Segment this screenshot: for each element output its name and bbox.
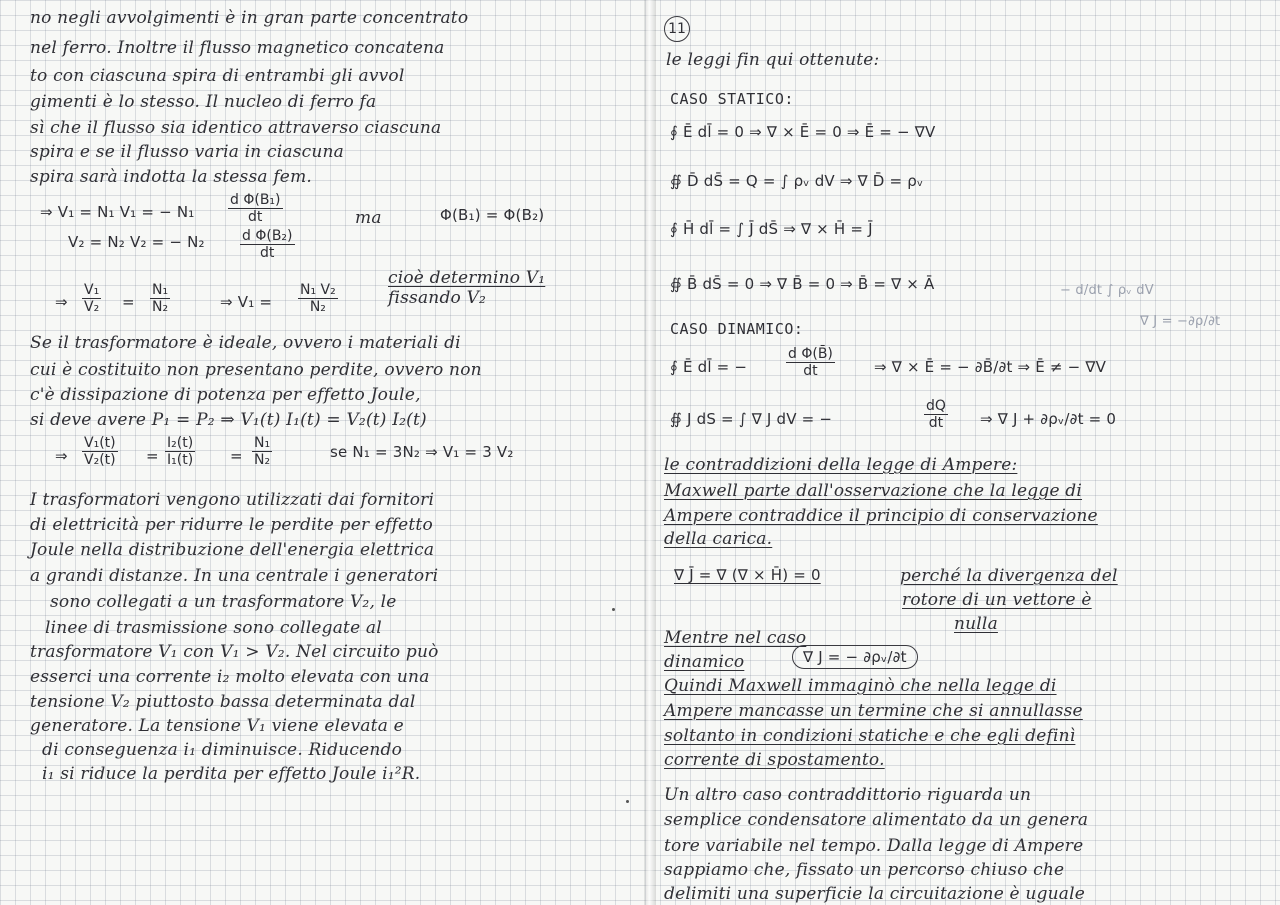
fraction-denominator: dt <box>803 363 818 379</box>
fraction-denominator: I₁(t) <box>167 452 194 468</box>
fraction-denominator: N₂ <box>254 452 271 468</box>
fraction <box>786 346 835 379</box>
fraction-numerator: N₁ <box>254 435 271 451</box>
text-line: esserci una corrente i₂ molto elevata con una <box>30 667 430 687</box>
fraction-denominator: dt <box>928 415 944 431</box>
text-line: delimiti una superficie la circuitazione è uguale <box>664 884 1086 904</box>
fraction-denominator: V₂(t) <box>84 452 116 468</box>
fraction-denominator: V₂ <box>84 299 100 315</box>
text-line: semplice condensatore alimentato da un genera <box>664 810 1089 830</box>
maxwell-static-eq: ∮ Ē dl̄ = 0 ⇒ ∇ × Ē = 0 ⇒ Ē = − ∇V <box>670 123 936 141</box>
static-case-label: CASO STATICO: <box>670 90 794 108</box>
continuity-eq-lhs: ∯ J dS = ∫ ∇ J dV = − <box>670 410 833 428</box>
text-line: generatore. La tensione V₁ viene elevata e <box>30 716 404 736</box>
fraction <box>165 435 195 468</box>
fraction-numerator: dQ <box>926 398 946 414</box>
fraction <box>240 228 295 261</box>
fraction-denominator: N₂ <box>309 299 326 315</box>
text-line: a grandi distanze. In una centrale i generatori <box>30 566 439 586</box>
text-line: della carica. <box>664 529 773 549</box>
fraction-numerator: V₁(t) <box>84 435 116 451</box>
text-line: corrente di spostamento. <box>664 750 885 770</box>
text-line: trasformatore V₁ con V₁ > V₂. Nel circuito può <box>30 642 439 662</box>
dynamic-case-label: CASO DINAMICO: <box>670 320 804 338</box>
right-page <box>654 0 1280 905</box>
text-line: sappiamo che, fissato un percorso chiuso che <box>664 860 1065 880</box>
section-heading: le leggi fin qui ottenute: <box>666 50 880 70</box>
text-line: i₁ si riduce la perdita per effetto Joule i₁²R. <box>42 764 421 784</box>
text-line: Quindi Maxwell immaginò che nella legge di <box>664 676 1057 696</box>
text-line: cui è costituito non presentano perdite, ovvero non <box>30 360 482 380</box>
maxwell-static-eq: ∯ B̄ dS̄ = 0 ⇒ ∇ B̄ = 0 ⇒ B̄ = ∇ × Ā <box>670 275 935 293</box>
text-line: gimenti è lo stesso. Il nucleo di ferro fa <box>30 92 377 112</box>
text-line: spira e se il flusso varia in ciascuna <box>30 142 345 162</box>
side-note: cioè determino V₁ <box>388 268 546 288</box>
maxwell-dynamic-eq-rhs: ⇒ ∇ × Ē = − ∂B̄/∂t ⇒ Ē ≠ − ∇V <box>874 358 1107 376</box>
div-note: rotore di un vettore è <box>902 590 1092 610</box>
equals: = <box>230 447 243 465</box>
equation-v1-lhs: ⇒ V₁ = N₁ V₁ = − N₁ <box>40 203 195 221</box>
continuity-eq-rhs: ⇒ ∇ J + ∂ρᵥ/∂t = 0 <box>980 410 1117 428</box>
fraction-numerator: d Φ(B₁) <box>230 192 281 208</box>
text-line: tensione V₂ piuttosto bassa determinata dal <box>30 692 416 712</box>
text-line: Un altro caso contraddittorio riguarda un <box>664 785 1032 805</box>
text-line: soltanto in condizioni statiche e che egli definì <box>664 726 1076 746</box>
text-line: Ampere contraddice il principio di conservazione <box>664 506 1098 526</box>
text-line: spira sarà indotta la stessa fem. <box>30 167 312 187</box>
text-line: c'è dissipazione di potenza per effetto Joule, <box>30 385 421 405</box>
maxwell-static-eq: ∮ H̄ dl̄ = ∫ J̄ dS̄ ⇒ ∇ × H̄ = J̄ <box>670 220 873 238</box>
condition: se N₁ = 3N₂ ⇒ V₁ = 3 V₂ <box>330 443 514 461</box>
text-line: I trasformatori vengono utilizzati dai fornitori <box>30 490 435 510</box>
circled-equation-wrap <box>792 648 918 666</box>
text-line: nel ferro. Inoltre il flusso magnetico concatena <box>30 38 445 58</box>
side-note: fissando V₂ <box>388 288 487 308</box>
fraction <box>82 435 118 468</box>
fraction-denominator: dt <box>260 245 275 261</box>
div-note: perché la divergenza del <box>900 566 1118 586</box>
text-line: to con ciascuna spira di entrambi gli avvol <box>30 66 405 86</box>
text-line: sono collegati a un trasformatore V₂, le <box>50 592 397 612</box>
text-line: dinamico <box>664 652 745 672</box>
fraction <box>150 282 170 315</box>
fraction-denominator: N₂ <box>152 299 169 315</box>
text-line: Mentre nel caso <box>664 628 807 648</box>
ink-dot <box>612 608 615 611</box>
div-note: nulla <box>954 614 998 634</box>
divergence-eq: ∇ J̄ = ∇ (∇ × H̄) = 0 <box>674 566 821 584</box>
text-line: sì che il flusso sia identico attraverso ciascuna <box>30 118 442 138</box>
arrow: ⇒ <box>55 293 68 311</box>
fraction-numerator: V₁ <box>84 282 100 298</box>
fraction-numerator: I₂(t) <box>167 435 194 451</box>
maxwell-dynamic-eq-lhs: ∮ Ē dl̄ = − <box>670 358 748 376</box>
text-line: Joule nella distribuzione dell'energia elettrica <box>30 540 435 560</box>
text-line: Se il trasformatore è ideale, ovvero i materiali di <box>30 333 461 353</box>
flux-equality: Φ(B₁) = Φ(B₂) <box>440 206 545 224</box>
fraction-numerator: d Φ(B₂) <box>242 228 293 244</box>
fraction-numerator: N₁ V₂ <box>300 282 336 298</box>
fraction-numerator: d Φ(B̄) <box>788 346 833 362</box>
text-line: Ampere mancasse un termine che si annullasse <box>664 701 1083 721</box>
text-line: si deve avere P₁ = P₂ ⇒ V₁(t) I₁(t) = V₂(t) I₂(t) <box>30 410 427 430</box>
circled-equation: ∇ J = − ∂ρᵥ/∂t <box>792 645 918 669</box>
faint-note: − d/dt ∫ ρᵥ dV <box>1060 283 1154 298</box>
equation-v2-lhs: V₂ = N₂ V₂ = − N₂ <box>68 233 205 251</box>
arrow: ⇒ <box>55 447 68 465</box>
fraction-denominator: dt <box>248 209 263 225</box>
equals: = <box>122 293 135 311</box>
text-line: no negli avvolgimenti è in gran parte concentrato <box>30 8 469 28</box>
faint-note: ∇ J = −∂ρ/∂t <box>1140 314 1221 329</box>
maxwell-static-eq: ∯ D̄ dS̄ = Q = ∫ ρᵥ dV ⇒ ∇ D̄ = ρᵥ <box>670 172 924 190</box>
equals: = <box>146 447 159 465</box>
fraction <box>252 435 272 468</box>
text-line: Maxwell parte dall'osservazione che la legge di <box>664 481 1083 501</box>
fraction-numerator: N₁ <box>152 282 169 298</box>
text-line: le contraddizioni della legge di Ampere: <box>664 455 1018 475</box>
equation-v1: ⇒ V₁ = <box>220 293 273 311</box>
fraction <box>82 282 101 315</box>
text-line: tore variabile nel tempo. Dalla legge di Ampere <box>664 836 1084 856</box>
fraction <box>298 282 338 315</box>
page-number: 11 <box>664 16 690 42</box>
fraction <box>924 398 948 431</box>
fraction <box>228 192 283 225</box>
text-line: linee di trasmissione sono collegate al <box>45 618 382 638</box>
equation-ma: ma <box>355 208 382 228</box>
ink-dot <box>626 800 629 803</box>
text-line: di elettricità per ridurre le perdite per effetto <box>30 515 433 535</box>
text-line: di conseguenza i₁ diminuisce. Riducendo <box>42 740 403 760</box>
